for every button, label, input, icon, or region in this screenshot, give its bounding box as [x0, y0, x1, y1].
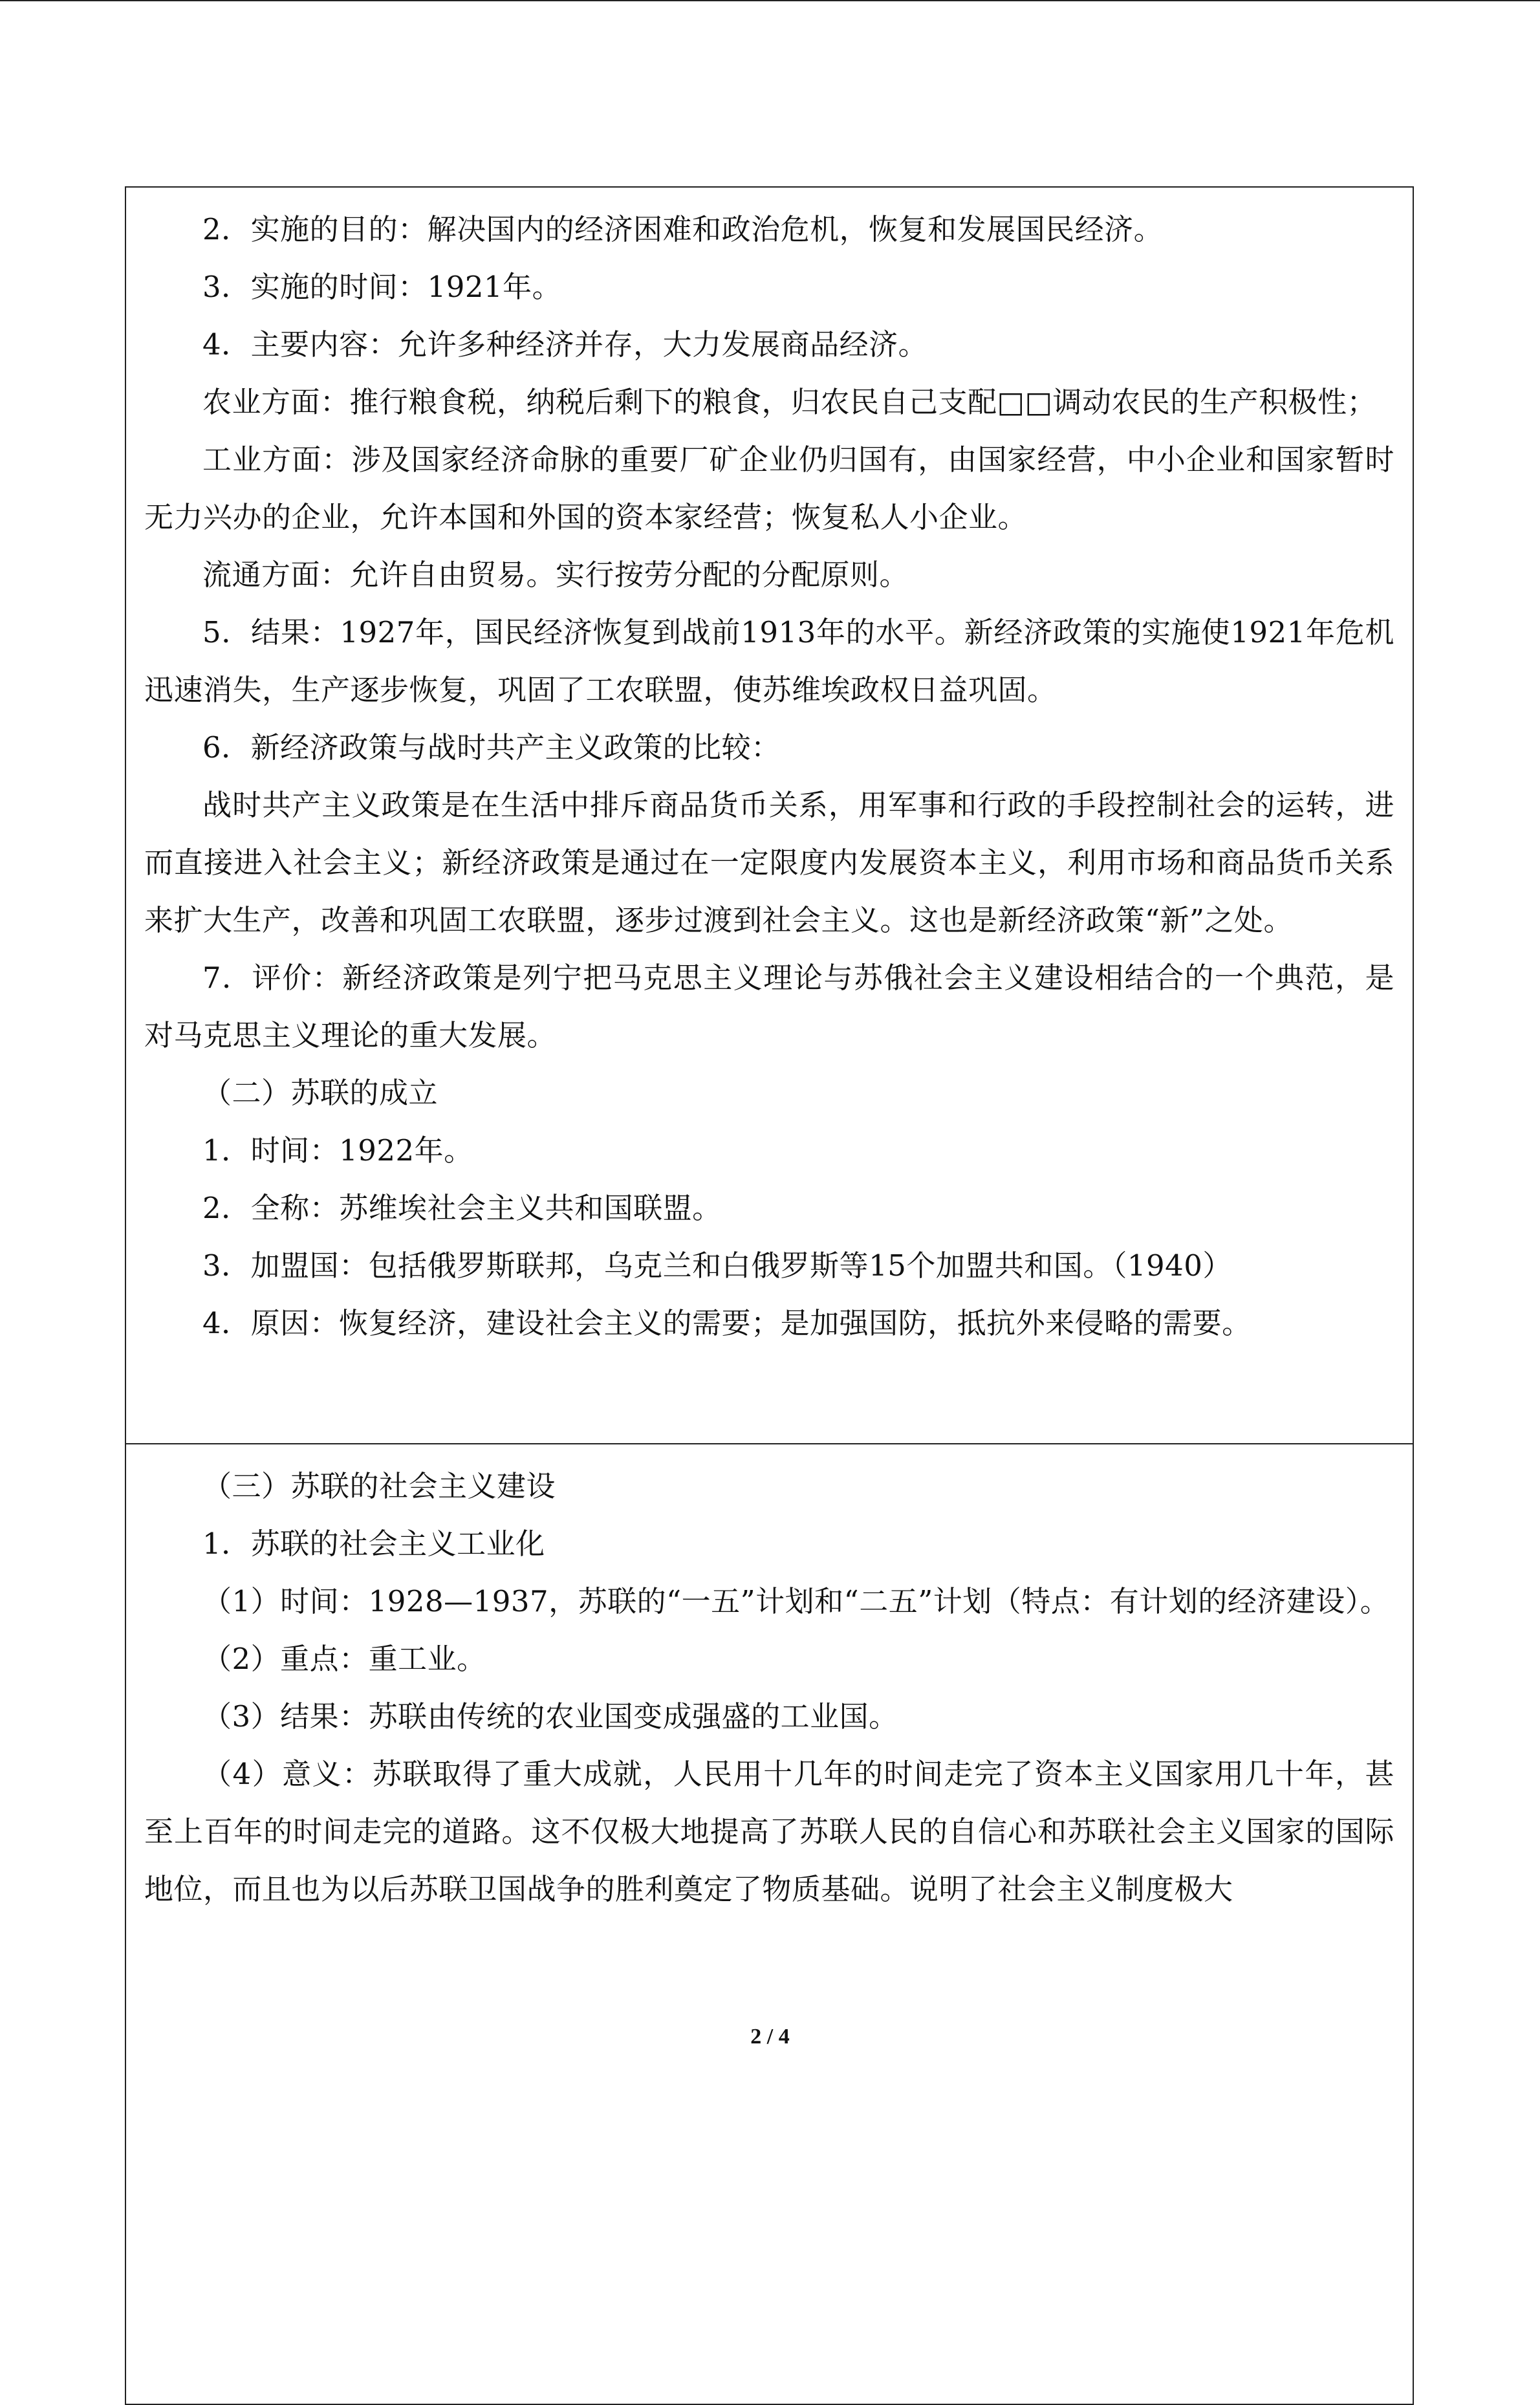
paragraph: 工业方面：涉及国家经济命脉的重要厂矿企业仍归国有，由国家经营，中小企业和国家暂时无力兴办的企业，允许本国和外国的资本家经营；恢复私人小企业。: [144, 442, 1394, 534]
paragraph: （3）结果：苏联由传统的农业国变成强盛的工业国。: [202, 1699, 898, 1734]
section-heading: （二）苏联的成立: [202, 1076, 439, 1110]
paragraph: 流通方面：允许自由贸易。实行按劳分配的分配原则。: [202, 558, 909, 592]
paragraph: 2．全称：苏维埃社会主义共和国联盟。: [202, 1191, 722, 1225]
table-cell-1: [126, 188, 1413, 1444]
top-border: [0, 0, 1540, 1]
paragraph: 5．结果：1927年，国民经济恢复到战前1913年的水平。新经济政策的实施使1921年危机迅速消失，生产逐步恢复，巩固了工农联盟，使苏维埃政权日益巩固。: [144, 615, 1394, 707]
paragraph: （2）重点：重工业。: [202, 1642, 486, 1676]
paragraph: 7．评价：新经济政策是列宁把马克思主义理论与苏俄社会主义建设相结合的一个典范，是对马克思主义理论的重大发展。: [144, 961, 1394, 1052]
paragraph: 1．时间：1922年。: [202, 1133, 473, 1168]
paragraph: 农业方面：推行粮食税，纳税后剩下的粮食，归农民自己支配□□调动农民的生产积极性；: [202, 385, 1377, 419]
paragraph: 3．加盟国：包括俄罗斯联邦，乌克兰和白俄罗斯等15个加盟共和国。（1940）: [202, 1248, 1232, 1283]
paragraph: （4）意义：苏联取得了重大成就，人民用十几年的时间走完了资本主义国家用几十年，甚至上百年的时间走完的道路。这不仅极大地提高了苏联人民的自信心和苏联社会主义国家的国际地位，而且也为以后苏联卫国战争的胜利奠定了物质基础。说明了社会主义制度极大: [144, 1757, 1394, 1906]
paragraph: 4．原因：恢复经济，建设社会主义的需要；是加强国防，抵抗外来侵略的需要。: [202, 1306, 1252, 1340]
paragraph: 1．苏联的社会主义工业化: [202, 1527, 545, 1561]
paragraph: 2．实施的目的：解决国内的经济困难和政治危机，恢复和发展国民经济。: [202, 212, 1164, 246]
paragraph: 3．实施的时间：1921年。: [202, 270, 562, 304]
content-table: [125, 186, 1414, 2405]
paragraph: 6．新经济政策与战时共产主义政策的比较：: [202, 730, 781, 765]
page-number: 2 / 4: [750, 2025, 790, 2049]
paragraph: 4．主要内容：允许多种经济并存，大力发展商品经济。: [202, 327, 928, 362]
table-cell-2: [126, 1444, 1413, 2404]
paragraph: （1）时间：1928—1937，苏联的“一五”计划和“二五”计划（特点：有计划的经济建设）。: [202, 1584, 1390, 1618]
section-heading: （三）苏联的社会主义建设: [202, 1469, 556, 1503]
paragraph: 战时共产主义政策是在生活中排斥商品货币关系，用军事和行政的手段控制社会的运转，进而直接进入社会主义；新经济政策是通过在一定限度内发展资本主义，利用市场和商品货币关系来扩大生产，改善和巩固工农联盟，逐步过渡到社会主义。这也是新经济政策“新”之处。: [144, 788, 1394, 937]
